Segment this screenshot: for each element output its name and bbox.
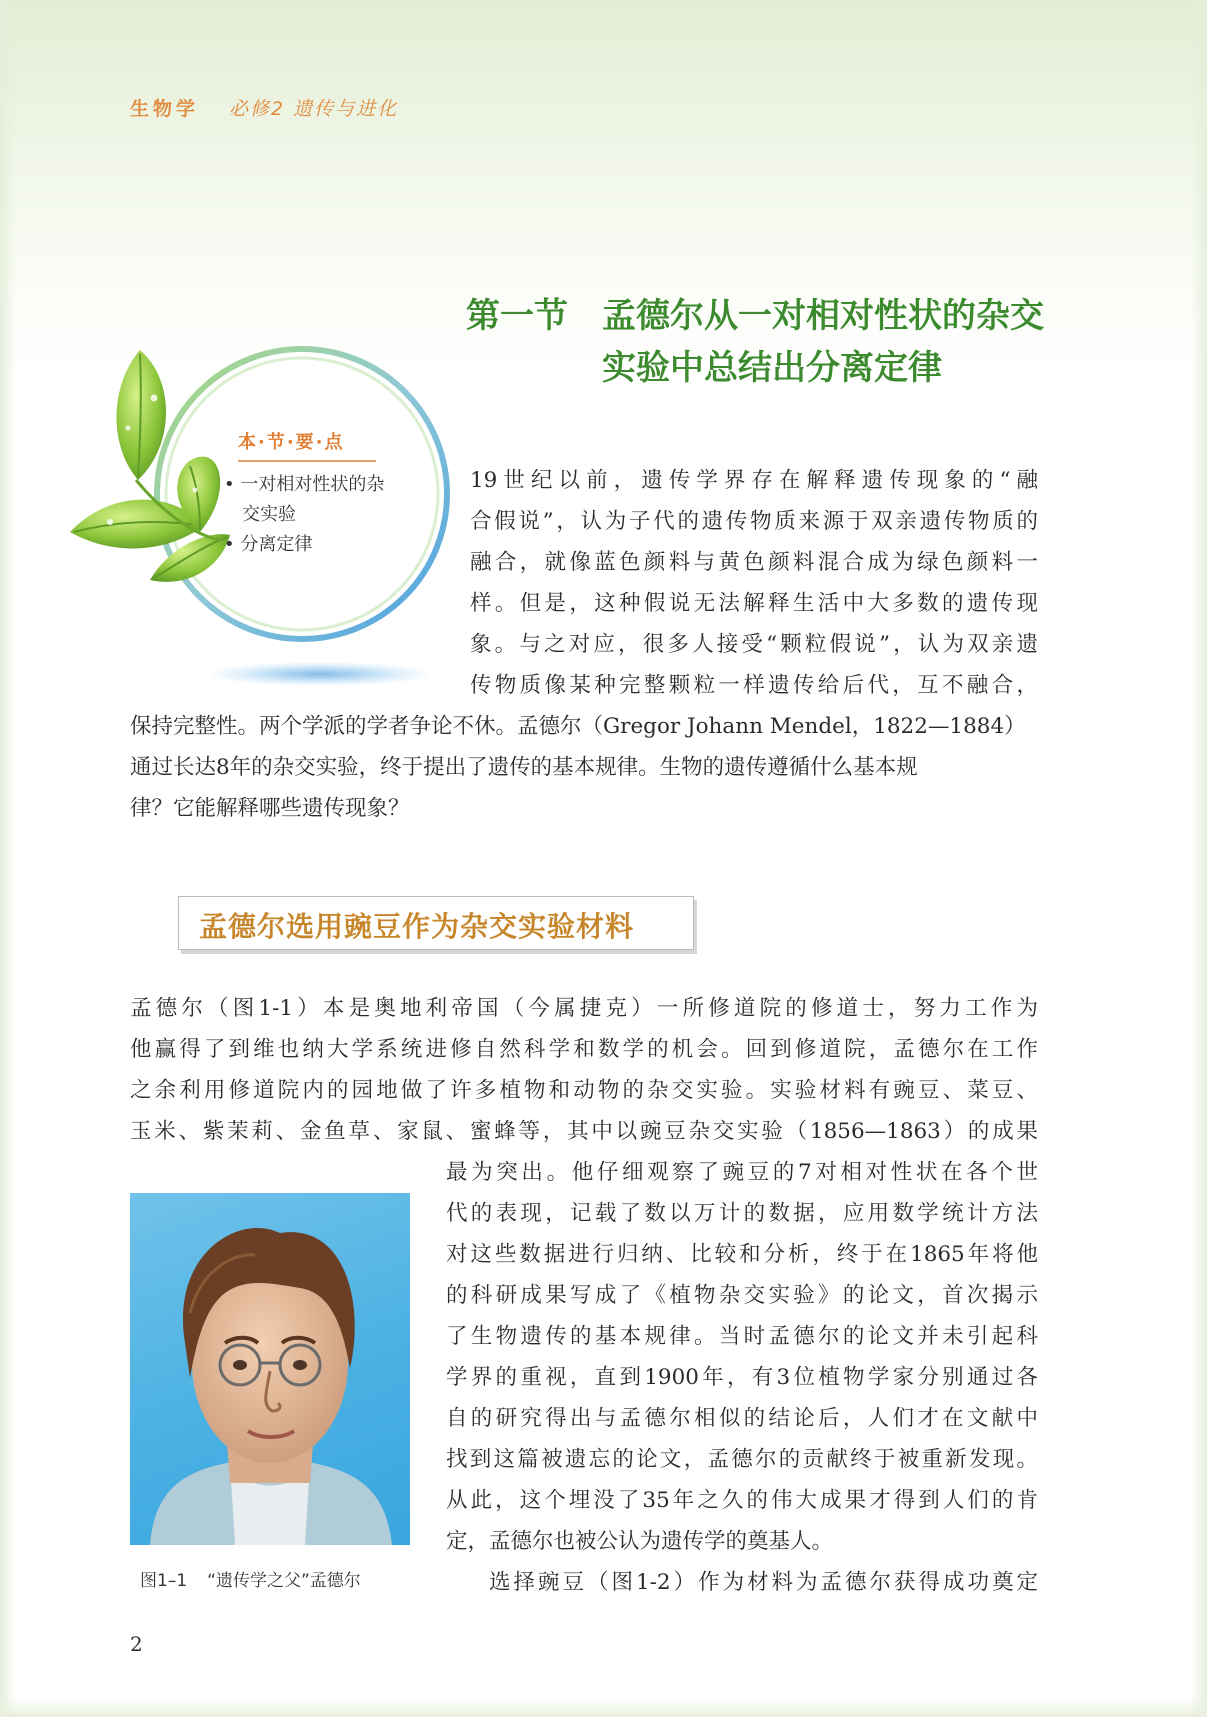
key-point-item: • 一对相对性状的杂交实验 bbox=[224, 474, 385, 525]
text-line: 律？它能解释哪些遗传现象？ bbox=[130, 796, 410, 821]
key-points-list bbox=[224, 470, 394, 560]
figure-caption bbox=[140, 1566, 361, 1591]
section-title-line1: 孟德尔从一对相对性状的杂交 bbox=[602, 296, 1044, 336]
text-line: 最为突出。他仔细观察了豌豆的7对相对性状在各个世 bbox=[446, 1160, 1038, 1185]
text-line: 代的表现，记载了数以万计的数据，应用数学统计方法 bbox=[446, 1201, 1038, 1226]
text-line: 从此，这个埋没了35年之久的伟大成果才得到人们的肯 bbox=[446, 1488, 1038, 1513]
text-line: 19世纪以前，遗传学界存在解释遗传现象的“融 bbox=[470, 468, 1038, 493]
text-line: 选择豌豆（图1-2）作为材料为孟德尔获得成功奠定 bbox=[489, 1570, 1038, 1595]
section-title-line2: 实验中总结出分离定律 bbox=[602, 348, 942, 388]
mendel-paragraph-continued bbox=[446, 1152, 1038, 1603]
text-line: 学界的重视，直到1900年，有3位植物学家分别通过各 bbox=[446, 1365, 1038, 1390]
header-subject: 生物学 bbox=[130, 98, 200, 120]
mendel-portrait bbox=[130, 1193, 410, 1545]
text-line: 传物质像某种完整颗粒一样遗传给后代，互不融合， bbox=[470, 673, 1038, 698]
page-border-bottom bbox=[0, 1697, 1207, 1717]
text-line: 玉米、紫茉莉、金鱼草、家鼠、蜜蜂等，其中以豌豆杂交实验（1856—1863）的成果 bbox=[130, 1119, 1038, 1144]
text-line: 他赢得了到维也纳大学系统进修自然科学和数学的机会。回到修道院，孟德尔在工作 bbox=[130, 1037, 1038, 1062]
text-line: 找到这篇被遗忘的论文，孟德尔的贡献终于被重新发现。 bbox=[446, 1447, 1038, 1472]
intro-paragraph bbox=[470, 460, 1038, 706]
mendel-paragraph bbox=[130, 988, 1038, 1152]
text-line: 保持完整性。两个学派的学者争论不休。孟德尔（Gregor Johann Mendel，1822—1884） bbox=[130, 714, 1026, 739]
text-line: 融合，就像蓝色颜料与黄色颜料混合成为绿色颜料一 bbox=[470, 550, 1038, 575]
text-line: 对这些数据进行归纳、比较和分析，终于在1865年将他 bbox=[446, 1242, 1038, 1267]
key-point-item: • 分离定律 bbox=[224, 534, 313, 555]
intro-paragraph-continued bbox=[130, 706, 1038, 829]
key-points-title: 本·节·要·点 bbox=[238, 428, 376, 462]
text-line: 象。与之对应，很多人接受“颗粒假说”，认为双亲遗 bbox=[470, 632, 1038, 657]
page-number: 2 bbox=[130, 1632, 143, 1656]
subheading-box bbox=[178, 896, 694, 950]
text-line: 定，孟德尔也被公认为遗传学的奠基人。 bbox=[446, 1529, 834, 1554]
section-number: 第一节 bbox=[466, 296, 568, 336]
key-points-panel bbox=[70, 340, 450, 700]
text-line: 的科研成果写成了《植物杂交实验》的论文，首次揭示 bbox=[446, 1283, 1038, 1308]
text-line: 孟德尔（图1-1）本是奥地利帝国（今属捷克）一所修道院的修道士，努力工作为 bbox=[130, 996, 1038, 1021]
figure-caption-text: “遗传学之父”孟德尔 bbox=[207, 1571, 361, 1591]
text-line: 之余利用修道院内的园地做了许多植物和动物的杂交实验。实验材料有豌豆、菜豆、 bbox=[130, 1078, 1038, 1103]
text-line: 通过长达8年的杂交实验，终于提出了遗传的基本规律。生物的遗传遵循什么基本规 bbox=[130, 755, 918, 780]
text-line: 自的研究得出与孟德尔相似的结论后，人们才在文献中 bbox=[446, 1406, 1038, 1431]
text-line: 了生物遗传的基本规律。当时孟德尔的论文并未引起科 bbox=[446, 1324, 1038, 1349]
page-border-right bbox=[1191, 0, 1207, 1717]
portrait-illustration bbox=[130, 1193, 410, 1545]
figure-label: 图1–1 bbox=[140, 1571, 188, 1591]
running-header bbox=[130, 94, 398, 121]
text-line: 样。但是，这种假说无法解释生活中大多数的遗传现 bbox=[470, 591, 1038, 616]
header-book: 必修2 遗传与进化 bbox=[229, 98, 399, 120]
page-border-left bbox=[0, 0, 16, 1717]
section-title bbox=[466, 290, 1096, 394]
subheading: 孟德尔选用豌豆作为杂交实验材料 bbox=[199, 910, 635, 943]
text-line: 合假说”，认为子代的遗传物质来源于双亲遗传物质的 bbox=[470, 509, 1038, 534]
